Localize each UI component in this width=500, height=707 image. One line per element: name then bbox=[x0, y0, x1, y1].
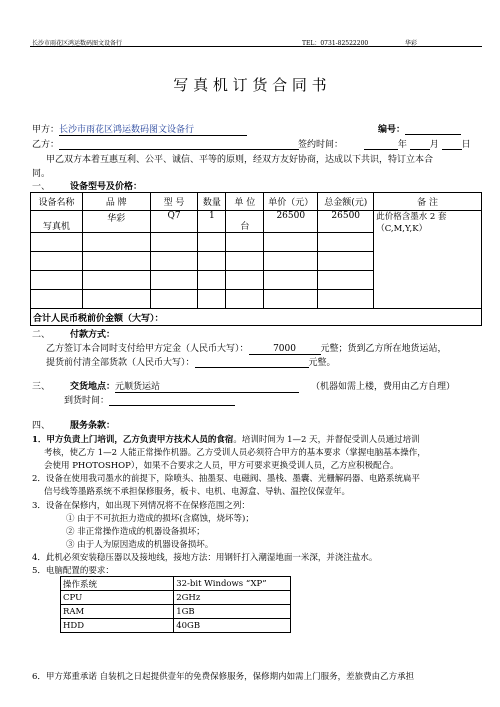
th-brand: 品 牌 bbox=[82, 193, 150, 211]
cell-name: 写真机 bbox=[31, 211, 83, 233]
note-line-1: 此价格含墨水 2 套 bbox=[376, 212, 447, 222]
section-3-number: 三、 bbox=[32, 382, 51, 392]
header-tel: TEL：0731-82522200 bbox=[302, 40, 369, 47]
clause-1-line-2: 考核，使乙方 1—2 人能正常操作机器。乙方受训人员必须符合甲方的基本要求（掌握电脑基本操作， bbox=[44, 448, 426, 458]
table-header-row bbox=[31, 193, 482, 211]
payment-line-2: 提货前付清全部货款（人民币大写）： 元整。 bbox=[46, 358, 336, 368]
pc-key: 操作系统 bbox=[61, 577, 174, 591]
th-total: 总金额(元) bbox=[318, 193, 374, 211]
clause-1-line-1: 1．甲方负责上门培训，乙方负责甲方技术人员的食宿。培训时间为 1—2 天，并督促受训人员通过培训 bbox=[32, 435, 420, 445]
section-3-title: 交货地点： bbox=[70, 382, 116, 392]
th-qty: 数量 bbox=[198, 193, 226, 211]
month-field[interactable] bbox=[410, 138, 430, 150]
sign-time-label: 签约时间： bbox=[298, 140, 344, 150]
party-a-label: 甲方： bbox=[32, 125, 60, 135]
equipment-table bbox=[30, 192, 482, 326]
clause-6: 6．甲方郑重承诺 自装机之日起提供壹年的免费保修服务，保修期内如需上门服务，差旅费由乙方承担 bbox=[32, 672, 415, 682]
cell-total: 26500 bbox=[318, 211, 374, 233]
section-3-heading bbox=[32, 379, 299, 393]
clause-3-item-1: ① 由于不可抗拒力造成的损坏(含腐蚀，烧坏等)； bbox=[66, 514, 254, 524]
section-4-number: 四、 bbox=[32, 421, 51, 431]
party-b-row bbox=[32, 137, 299, 150]
page-title: 写 真 机 订 货 合 同 书 bbox=[173, 76, 327, 94]
section-4-title: 服务条款： bbox=[70, 421, 116, 431]
pc-key: HDD bbox=[61, 619, 174, 633]
sign-time-row bbox=[298, 137, 471, 150]
clause-2-line-1: 2．设备在使用我司墨水的前提下，除喷头、抽墨泵、电磁阀、墨栈、墨囊、光栅解码器、电路系统扁平 bbox=[32, 474, 420, 484]
section-1-heading bbox=[32, 179, 142, 192]
balance-amount-field[interactable] bbox=[195, 356, 309, 368]
header-company: 长沙市雨花区鸿运数码图文设备行 bbox=[32, 40, 123, 47]
party-b-field[interactable] bbox=[59, 138, 299, 150]
th-name: 设备名称 bbox=[31, 193, 83, 211]
table-row bbox=[61, 605, 291, 619]
clause-3-line-1: 3．设备在保修内，如出现下列情况将不在保修范围之列： bbox=[32, 501, 250, 511]
number-label: 编号： bbox=[378, 125, 406, 135]
header-divider bbox=[30, 46, 482, 47]
clause-3-item-3: ③ 由于人为原因造成的机器设备损坏。 bbox=[66, 540, 214, 550]
th-model: 型 号 bbox=[150, 193, 198, 211]
clause-4: 4．此机必须安装稳压器以及接地线，接地方法：用钢钎打入潮湿地面一米深，并浇注盐水。 bbox=[32, 553, 378, 563]
section-1-title: 设备型号及价格： bbox=[70, 182, 143, 192]
th-unit: 单 位 bbox=[226, 193, 264, 211]
deposit-amount: 7000 bbox=[249, 344, 321, 355]
delivery-place: 元顺货运站 bbox=[115, 379, 299, 393]
pc-value: 2GHz bbox=[174, 591, 291, 605]
th-note: 备 注 bbox=[374, 193, 482, 211]
section-2-number: 二、 bbox=[32, 330, 51, 340]
cell-note bbox=[374, 211, 482, 309]
header-brand: 华彩 bbox=[405, 40, 418, 47]
clause-2-line-2: 信号线等墨路系统不承担保修服务，板卡、电机、电源盒、导轨、温控仪保壹年。 bbox=[44, 487, 351, 497]
clause-1-line-3: 会使用 PHOTOSHOP），如果不合要求之人员，甲方可要求更换受训人员，乙方应积极配合。 bbox=[44, 461, 399, 471]
year-label: 年 bbox=[397, 140, 407, 150]
th-price: 单价（元） bbox=[264, 193, 318, 211]
cell-price: 26500 bbox=[264, 211, 318, 233]
day-field[interactable] bbox=[442, 138, 462, 150]
table-row bbox=[61, 619, 291, 633]
intro-line-2: 同。 bbox=[32, 169, 51, 179]
pc-key: CPU bbox=[61, 591, 174, 605]
delivery-time-label: 到货时间： bbox=[64, 396, 110, 406]
section-2-heading bbox=[32, 327, 115, 340]
section-4-heading bbox=[32, 418, 115, 431]
party-a-row bbox=[32, 122, 247, 136]
month-label: 月 bbox=[429, 140, 439, 150]
pc-value: 1GB bbox=[174, 605, 291, 619]
clause-5: 5．电脑配置的要求： bbox=[32, 566, 114, 576]
table-row bbox=[61, 591, 291, 605]
number-field[interactable] bbox=[405, 123, 461, 135]
contract-number bbox=[378, 122, 461, 135]
intro-line-1: 甲乙双方本着互惠互利、公平、诚信、平等的原则，经双方友好协商，达成以下共识，特订立本合 bbox=[46, 155, 434, 165]
party-a-name: 长沙市雨花区鸿运数码图文设备行 bbox=[59, 122, 247, 136]
delivery-time-row bbox=[64, 393, 235, 406]
note-line-2: （C,M,Y,K） bbox=[376, 224, 428, 234]
delivery-time-field[interactable] bbox=[109, 394, 235, 406]
pc-value: 40GB bbox=[174, 619, 291, 633]
section-2-title: 付款方式： bbox=[70, 330, 116, 340]
total-label: 合计人民币税前价金额（大写）： bbox=[31, 309, 482, 326]
section-1-number: 一、 bbox=[32, 182, 51, 192]
day-label: 日 bbox=[461, 140, 471, 150]
clause-3-item-2: ② 非正常操作造成的机器设备损坏； bbox=[66, 527, 205, 537]
pc-value: 32-bit Windows “XP” bbox=[174, 577, 291, 591]
payment-line-1: 乙方签订本合同时支付给甲方定金（人民币大写）： 7000 元整；货到乙方所在地货运站， bbox=[46, 344, 447, 354]
table-row bbox=[61, 577, 291, 591]
cell-brand: 华彩 bbox=[82, 211, 150, 233]
cell-unit: 台 bbox=[226, 211, 264, 233]
cell-qty: 1 bbox=[198, 211, 226, 233]
pc-config-table bbox=[60, 576, 291, 633]
delivery-note: （机器如需上楼，费用由乙方自理） bbox=[311, 382, 456, 392]
table-total-row bbox=[31, 309, 482, 326]
pc-key: RAM bbox=[61, 605, 174, 619]
year-field[interactable] bbox=[364, 138, 398, 150]
party-b-label: 乙方： bbox=[32, 140, 60, 150]
cell-model: Q7 bbox=[150, 211, 198, 233]
table-row bbox=[31, 211, 482, 233]
